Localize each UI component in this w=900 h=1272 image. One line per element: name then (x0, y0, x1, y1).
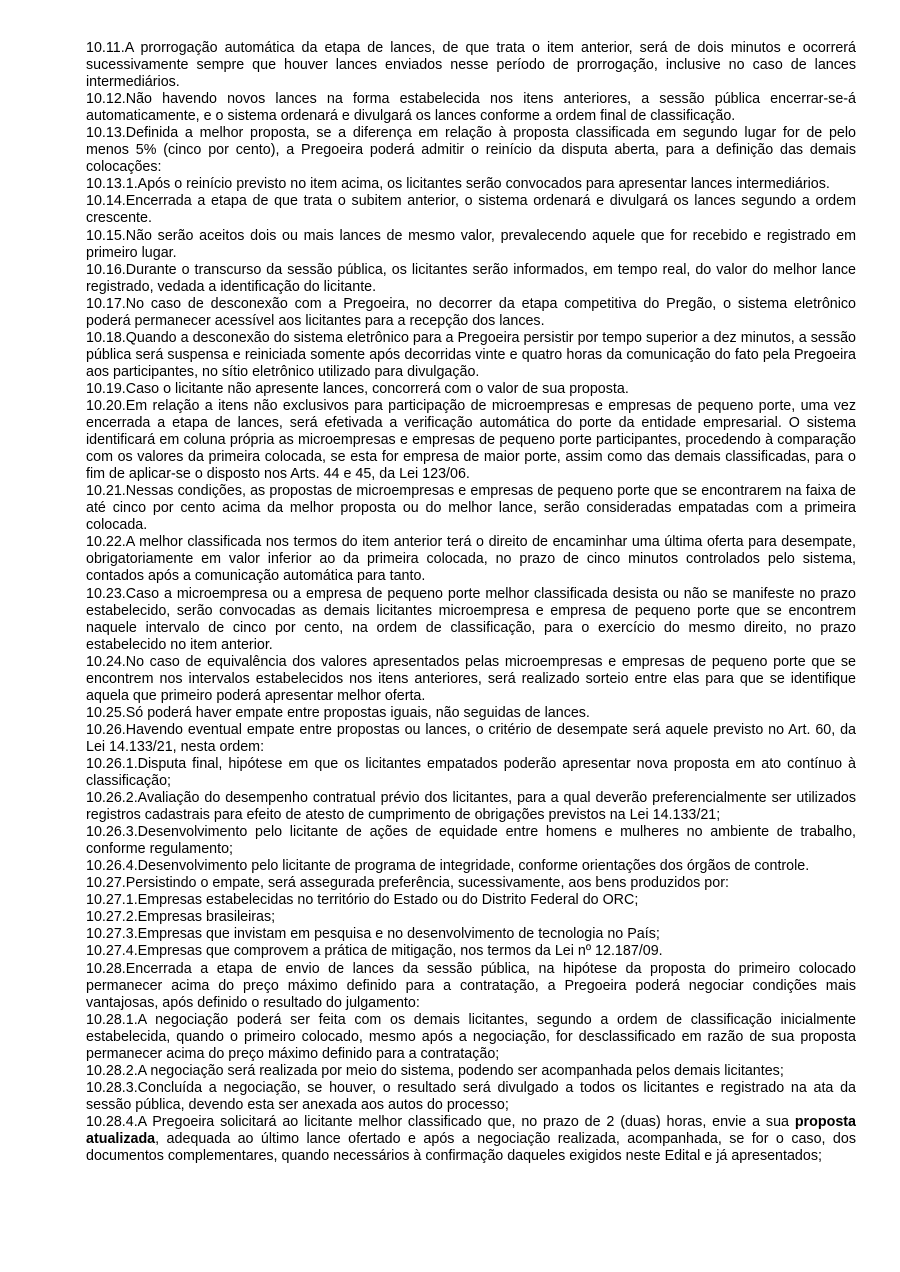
paragraph-text-before: 10.28.4.A Pregoeira solicitará ao licitante melhor classificado que, no prazo de 2 (duas) horas, envie a sua (86, 1113, 795, 1130)
paragraph-10-11: 10.11.A prorrogação automática da etapa de lances, de que trata o item anterior, será de dois minutos e ocorrerá sucessivamente sempre que houver lances enviados nesse período de prorrogação, inclusive no caso de lances intermediários. (86, 40, 856, 91)
paragraph-10-28-4 (86, 1114, 856, 1165)
paragraph-10-26-2: 10.26.2.Avaliação do desempenho contratual prévio dos licitantes, para a qual deverão preferencialmente ser utilizados registros cadastrais para efeito de atesto de cumprimento de obrigações previstos na Lei 14.133/21; (86, 790, 856, 824)
paragraph-10-26-3: 10.26.3.Desenvolvimento pelo licitante de ações de equidade entre homens e mulheres no ambiente de trabalho, conforme regulamento; (86, 824, 856, 858)
paragraph-10-27-2: 10.27.2.Empresas brasileiras; (86, 909, 276, 926)
paragraph-10-28-1: 10.28.1.A negociação poderá ser feita com os demais licitantes, segundo a ordem de classificação inicialmente estabelecida, quando o primeiro colocado, mesmo após a negociação, for desclassificado em razão de sua proposta permanecer acima do preço máximo definido para a contratação; (86, 1011, 856, 1062)
paragraph-10-22: 10.22.A melhor classificada nos termos do item anterior terá o direito de encaminhar uma última oferta para desempate, obrigatoriamente em valor inferior ao da primeira colocada, no prazo de cinco minutos controlados pelo sistema, contados após a comunicação automática para tanto. (86, 534, 856, 585)
paragraph-10-26-1: 10.26.1.Disputa final, hipótese em que os licitantes empatados poderão apresentar nova proposta em ato contínuo à classificação; (86, 755, 856, 790)
paragraph-10-25: 10.25.Só poderá haver empate entre propostas iguais, não seguidas de lances. (86, 704, 590, 721)
paragraph-10-17: 10.17.No caso de desconexão com a Pregoeira, no decorrer da etapa competitiva do Pregão, o sistema eletrônico poderá permanecer acessível aos licitantes para a recepção dos lances. (86, 295, 856, 329)
document-page (86, 40, 856, 1165)
paragraph-10-28-3: 10.28.3.Concluída a negociação, se houver, o resultado será divulgado a todos os licitantes e registrado na ata da sessão pública, devendo esta ser anexada aos autos do processo; (86, 1079, 856, 1113)
paragraph-10-26-4: 10.26.4.Desenvolvimento pelo licitante de programa de integridade, conforme orientações dos órgãos de controle. (86, 858, 810, 875)
paragraph-10-20: 10.20.Em relação a itens não exclusivos para participação de microempresas e empresas de pequeno porte, uma vez encerrada a etapa de lances, será efetivada a verificação automática do porte da entidade empresarial. O sistema identificará em coluna própria as microempresas e empresas de pequeno porte participantes, procedendo à comparação com os valores da primeira colocada, se esta for empresa de maior porte, assim como das demais classificadas, para o fim de aplicar-se o disposto nos Arts. 44 e 45, da Lei 123/06. (86, 397, 856, 483)
paragraph-10-13-1: 10.13.1.Após o reinício previsto no item acima, os licitantes serão convocados para apresentar lances intermediários. (86, 176, 830, 193)
paragraph-10-27-4: 10.27.4.Empresas que comprovem a prática de mitigação, nos termos da Lei nº 12.187/09. (86, 943, 663, 960)
paragraph-10-16: 10.16.Durante o transcurso da sessão pública, os licitantes serão informados, em tempo real, do valor do melhor lance registrado, vedada a identificação do licitante. (86, 261, 856, 295)
paragraph-10-27-3: 10.27.3.Empresas que invistam em pesquisa e no desenvolvimento de tecnologia no País; (86, 926, 660, 943)
paragraph-list (86, 40, 856, 1114)
paragraph-10-28: 10.28.Encerrada a etapa de envio de lances da sessão pública, na hipótese da proposta do primeiro colocado permanecer acima do preço máximo definido para a contratação, a Pregoeira poderá negociar condições mais vantajosas, após definido o resultado do julgamento: (86, 960, 856, 1011)
paragraph-10-12: 10.12.Não havendo novos lances na forma estabelecida nos itens anteriores, a sessão pública encerrar-se-á automaticamente, e o sistema ordenará e divulgará os lances conforme a ordem final de classificação. (86, 91, 856, 125)
paragraph-10-18: 10.18.Quando a desconexão do sistema eletrônico para a Pregoeira persistir por tempo superior a dez minutos, a sessão pública será suspensa e reiniciada somente após decorridas vinte e quatro horas da comunicação do fato pela Pregoeira aos participantes, no sítio eletrônico utilizado para divulgação. (86, 329, 856, 380)
paragraph-10-28-2: 10.28.2.A negociação será realizada por meio do sistema, podendo ser acompanhada pelos demais licitantes; (86, 1062, 784, 1079)
paragraph-10-15: 10.15.Não serão aceitos dois ou mais lances de mesmo valor, prevalecendo aquele que for recebido e registrado em primeiro lugar. (86, 227, 856, 261)
paragraph-text-after: , adequada ao último lance ofertado e após a negociação realizada, acompanhada, se for o caso, dos documentos complementares, quando necessários à confirmação daqueles exigidos neste Edital e já apresentados; (86, 1131, 856, 1165)
paragraph-10-27: 10.27.Persistindo o empate, será assegurada preferência, sucessivamente, aos bens produzidos por: (86, 875, 729, 892)
paragraph-10-27-1: 10.27.1.Empresas estabelecidas no território do Estado ou do Distrito Federal do ORC; (86, 892, 639, 909)
paragraph-10-14: 10.14.Encerrada a etapa de que trata o subitem anterior, o sistema ordenará e divulgará os lances segundo a ordem crescente. (86, 193, 856, 227)
paragraph-10-24: 10.24.No caso de equivalência dos valores apresentados pelas microempresas e empresas de pequeno porte que se encontrem nos intervalos estabelecidos nos itens anteriores, será realizado sorteio entre elas para que se identifique aquela que primeiro poderá apresentar melhor oferta. (86, 653, 856, 704)
paragraph-10-26: 10.26.Havendo eventual empate entre propostas ou lances, o critério de desempate será aquele previsto no Art. 60, da Lei 14.133/21, nesta ordem: (86, 721, 856, 755)
paragraph-10-21: 10.21.Nessas condições, as propostas de microempresas e empresas de pequeno porte que se encontrarem na faixa de até cinco por cento acima da melhor proposta ou do melhor lance, serão consideradas empatadas com a primeira colocada. (86, 483, 856, 534)
paragraph-10-19: 10.19.Caso o licitante não apresente lances, concorrerá com o valor de sua proposta. (86, 380, 629, 397)
emphasis-proposta-atualizada: proposta atualizada (86, 1113, 856, 1147)
paragraph-10-13: 10.13.Definida a melhor proposta, se a diferença em relação à proposta classificada em segundo lugar for de pelo menos 5% (cinco por cento), a Pregoeira poderá admitir o reinício da disputa aberta, para a definição das demais colocações: (86, 125, 856, 176)
paragraph-10-23: 10.23.Caso a microempresa ou a empresa de pequeno porte melhor classificada desista ou não se manifeste no prazo estabelecido, serão convocadas as demais licitantes microempresa e empresa de pequeno porte que se encontrem naquele intervalo de cinco por cento, na ordem de classificação, para o exercício do mesmo direito, no prazo estabelecido no item anterior. (86, 585, 856, 653)
